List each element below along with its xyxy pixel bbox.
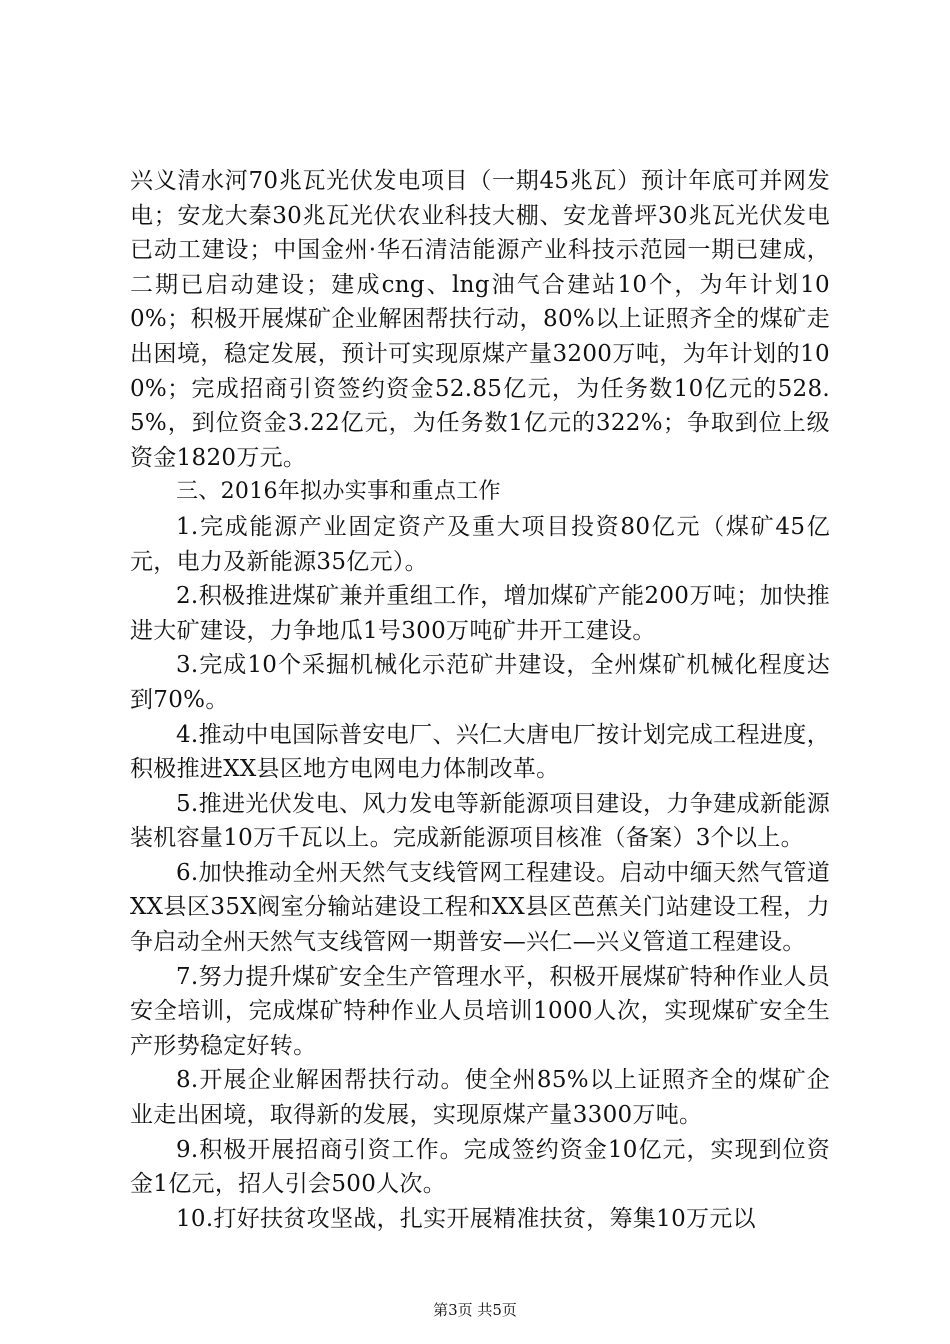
list-item: 2.积极推进煤矿兼并重组工作，增加煤矿产能200万吨；加快推进大矿建设，力争地瓜1号300万吨矿井开工建设。 [130,583,830,644]
list-item: 1.完成能源产业固定资产及重大项目投资80亿元（煤矿45亿元，电力及新能源35亿元）。 [130,513,830,575]
page-footer: 第3页 共5页 [433,1301,517,1319]
list-item: 7.努力提升煤矿安全生产管理水平，积极开展煤矿特种作业人员安全培训，完成煤矿特种作业人员培训1000人次，实现煤矿安全生产形势稳定好转。 [130,963,830,1059]
list-item: 3.完成10个采掘机械化示范矿井建设，全州煤矿机械化程度达到70%。 [130,652,830,713]
list-item: 6.加快推动全州天然气支线管网工程建设。启动中缅天然气管道XX县区35X阀室分输站建设工程和XX县区芭蕉关门站建设工程，力争启动全州天然气支线管网一期普安—兴仁—兴义管道工程建设。 [130,859,830,956]
list-item: 9.积极开展招商引资工作。完成签约资金10亿元，实现到位资金1亿元，招人引会500人次。 [130,1136,830,1198]
list-item: 4.推动中电国际普安电厂、兴仁大唐电厂按计划完成工程进度，积极推进XX县区地方电网电力体制改革。 [130,721,830,783]
list-item: 10.打好扶贫攻坚战，扎实开展精准扶贫，筹集10万元以 [176,1205,756,1232]
list-item: 8.开展企业解困帮扶行动。使全州85%以上证照齐全的煤矿企业走出困境，取得新的发展，实现原煤产量3300万吨。 [130,1067,830,1129]
section-heading: 三、2016年拟办实事和重点工作 [176,479,501,505]
document-body [130,164,830,1236]
list-item: 5.推进光伏发电、风力发电等新能源项目建设，力争建成新能源装机容量10万千瓦以上。完成新能源项目核准（备案）3个以上。 [130,790,830,852]
paragraph-intro-continuation: 兴义清水河70兆瓦光伏发电项目（一期45兆瓦）预计年底可并网发电；安龙大秦30兆瓦光伏农业科技大棚、安龙普坪30兆瓦光伏发电已动工建设；中国金州·华石清洁能源产业科技示范园一期已建成，二期已启动建设；建成cng、lng油气合建站10个，为年计划100%；积极开展煤矿企业解困帮扶行动，80%以上证照齐全的煤矿走出困境，稳定发展，预计可实现原煤产量3200万吨，为年计划的100%；完成招商引资签约资金52.85亿元，为任务数10亿元的528.5%，到位资金3.22亿元，为任务数1亿元的322%；争取到位上级资金1820万元。 [130,168,830,471]
